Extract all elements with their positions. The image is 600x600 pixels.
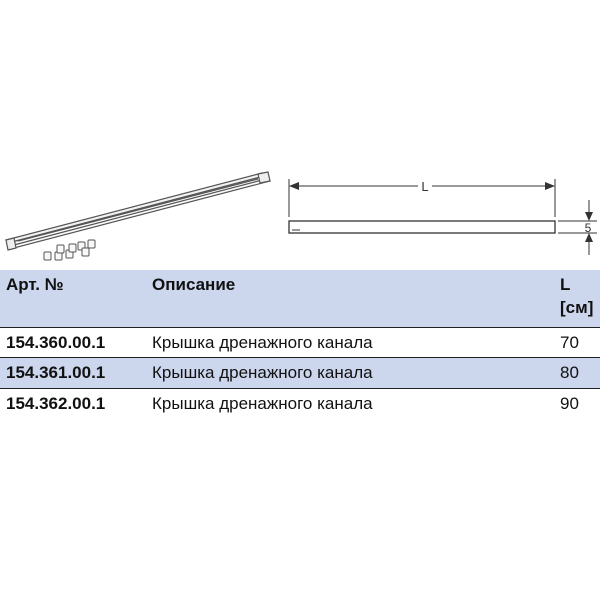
header-length-unit: [см] bbox=[560, 298, 594, 317]
header-length: L bbox=[560, 275, 571, 294]
row-length: 70 bbox=[560, 333, 579, 352]
header-article: Арт. № bbox=[6, 275, 64, 294]
row-description: Крышка дренажного канала bbox=[152, 333, 373, 352]
table-row bbox=[0, 389, 600, 419]
header-description: Описание bbox=[152, 275, 236, 294]
height-dimension-label: 5 bbox=[584, 221, 592, 235]
row-description: Крышка дренажного канала bbox=[152, 363, 373, 382]
row-length: 80 bbox=[560, 363, 579, 382]
row-article: 154.361.00.1 bbox=[6, 363, 106, 382]
product-drawing bbox=[0, 0, 600, 270]
row-description: Крышка дренажного канала bbox=[152, 394, 373, 413]
side-view-drawing bbox=[289, 179, 597, 255]
row-article: 154.360.00.1 bbox=[6, 333, 106, 352]
table-row bbox=[0, 358, 600, 389]
small-parts-sketch bbox=[44, 240, 95, 260]
row-article: 154.362.00.1 bbox=[6, 394, 106, 413]
row-length: 90 bbox=[560, 394, 579, 413]
product-illustration bbox=[0, 0, 600, 270]
table-header-row bbox=[0, 270, 600, 328]
table-row bbox=[0, 328, 600, 358]
cover-isometric-sketch bbox=[6, 172, 270, 250]
length-dimension-label: L bbox=[421, 179, 429, 194]
